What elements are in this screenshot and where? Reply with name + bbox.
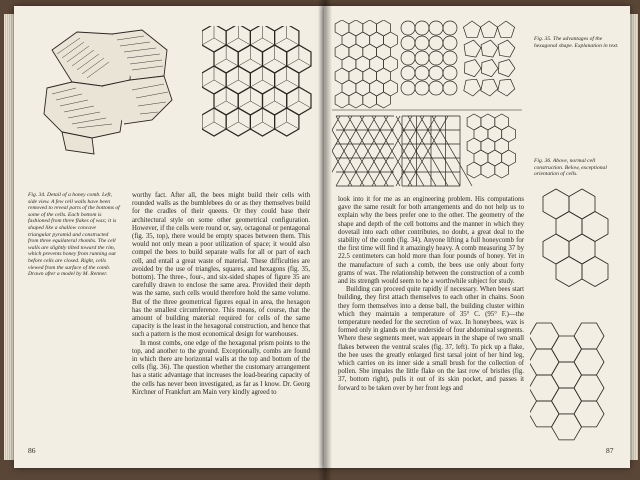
left-paragraph: In most combs, one edge of the hexagonal prism points to the top, and another to the ground. Exceptionally, combs are found in which there are horizontal walls at the top and bottom of the cells (fig. 36). The question whether the customary arrangement has a static advantage that increases the load-bearing capacity of the cells has never been investigated, as far as I know. Dr. Georg Kirchner of Frankfurt am Main very kindly agreed to <box>132 339 310 396</box>
figure-34-surface-view <box>202 26 320 146</box>
right-page-column <box>338 196 524 393</box>
figure-35-shapes <box>332 20 522 190</box>
figure-34-side-view <box>32 20 182 160</box>
right-paragraph: look into it for me as an engineering problem. His computations gave the same result for both arrangements and do not help us to explain why the bees prefer one to the other. The geometry of the shape and depth of the cell bottoms and the manner in which they dovetail into each other contributes, no doubt, a great deal to the stability of the comb (fig. 34). Anyone lifting a full honeycomb for the first time will find it amazingly heavy. A comb measuring 37 by 22.5 centimeters can hold more than four pounds of honey. Yet in the manufacture of such a comb, the bees use only about forty grams of wax. The relationship between the construction of a comb and its strength would seem to be a worthwhile subject for study. <box>338 196 524 286</box>
page-number-right: 87 <box>606 446 614 455</box>
left-page-edge <box>4 14 14 460</box>
figure-36-caption: Fig. 36. Above, normal cell construction. Below, exceptional orientation of cells. <box>534 158 607 178</box>
right-page <box>324 6 630 468</box>
figure-35-caption: Fig. 35. The advantages of the hexagonal shape. Explanation in text. <box>534 36 619 49</box>
page-number-left: 86 <box>28 446 36 455</box>
left-page <box>14 6 326 468</box>
right-page-edge <box>630 14 638 460</box>
figure-34-caption: Fig. 34. Detail of a honey comb. Left, side view. A few cell walls have been removed to reveal parts of the bottoms of some of the cells. Each bottom is fashioned from three flakes of wax; it is shaped like a shallow concave triangular pyramid and constructed from three equilateral rhombs. The cell walls are slightly tilted toward the rim, which prevents honey from running out before cells are closed. Right, cells viewed from the surface of the comb. Drawn after a model by M. Renner. <box>28 192 120 278</box>
left-paragraph: worthy fact. After all, the bees might build their cells with rounded walls as the bumblebees do or as they themselves build for the cradles of their queens. Or they could base their architectural style on some other geometrical configuration. However, if the cells were round or, say, octagonal or pentagonal (fig. 35, top), there would be empty spaces between them. This would not only mean a poor utilization of space; it would also compel the bees to build separate walls for all or part of each cell, and entail a great waste of material. These difficulties are avoided by the use of triangles, squares, and hexagons (fig. 35, bottom). The three-, four-, and six-sided shapes of figure 35 are carefully drawn to enclose the same area. Provided their depth was the same, such cells would therefore hold the same volume. But of the three geometrical figures equal in area, the hexagon has the smallest circumference. This means, of course, that the amount of building material required for cells of the same capacity is the least in the hexagonal construction, and hence that such a pattern is the most economical design for warehouses. <box>132 192 310 339</box>
figure-36-cells <box>530 186 626 446</box>
right-paragraph: Building can proceed quite rapidly if necessary. When bees start building, they first attach themselves to each other in chains. Soon they form themselves into a dense ball, the building cluster within which they maintain a temperature of 35° C. (95° F.)—the temperature needed for the secretion of wax. In honeybees, wax is formed only in glands on the underside of four abdominal segments. Where these segments meet, wax appears in the shape of two small flakes between the ventral scales (fig. 37, left). To pick up a flake, the bee uses the greatly enlarged first tarsal joint of her hind leg, which carries on its inner side a small brush for the collection of pollen. She impales the little flake on the last row of bristles (fig. 37, bottom right), pulls it out of its skin pocket, and passes it forward to be taken over by her front legs and <box>338 286 524 392</box>
book-spine-shadow <box>318 0 332 480</box>
left-page-column <box>132 192 310 397</box>
